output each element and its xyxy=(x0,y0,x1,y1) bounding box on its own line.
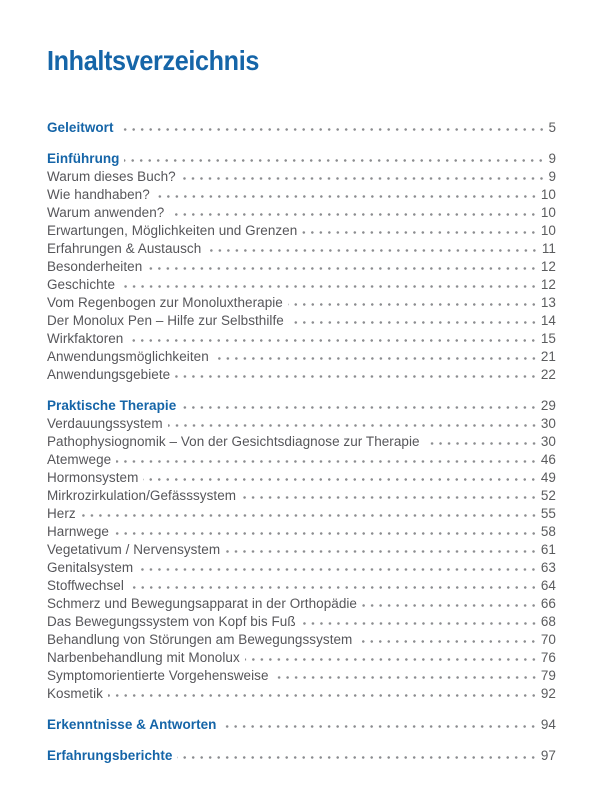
toc-entry-page-number: 63 xyxy=(540,560,556,575)
toc-entry-page-number: 49 xyxy=(540,470,556,485)
toc-entry-page-number: 13 xyxy=(540,295,556,310)
dot-leader xyxy=(175,366,538,384)
page-title: Inhaltsverzeichnis xyxy=(47,45,260,76)
table-of-contents xyxy=(47,119,556,765)
toc-entry xyxy=(47,451,556,469)
toc-entry-page-number: 15 xyxy=(540,331,556,346)
dot-leader xyxy=(288,294,538,312)
dot-leader xyxy=(221,716,537,734)
toc-entry xyxy=(47,559,556,577)
dot-leader xyxy=(147,258,538,276)
toc-entry-label: Erfahrungen & Austausch xyxy=(47,241,202,256)
toc-entry xyxy=(47,168,556,186)
toc-entry xyxy=(47,541,556,559)
toc-entry-page-number: 11 xyxy=(541,241,556,256)
toc-entry-page-number: 29 xyxy=(540,398,556,413)
dot-leader xyxy=(120,276,538,294)
toc-entry-page-number: 68 xyxy=(540,614,556,629)
toc-entry-label: Einführung xyxy=(47,151,120,166)
toc-entry-label: Erwartungen, Möglichkeiten und Grenzen xyxy=(47,223,298,238)
toc-entry xyxy=(47,204,556,222)
toc-entry xyxy=(47,186,556,204)
toc-entry-label: Verdauungssystem xyxy=(47,416,163,431)
dot-leader xyxy=(129,577,538,595)
toc-entry-label: Vegetativum / Nervensystem xyxy=(47,542,221,557)
toc-entry xyxy=(47,649,556,667)
toc-entry-page-number: 97 xyxy=(540,748,556,763)
toc-entry-page-number: 22 xyxy=(540,367,556,382)
toc-entry xyxy=(47,595,556,613)
dot-leader xyxy=(116,451,538,469)
toc-entry-label: Herz xyxy=(47,506,76,521)
dot-leader xyxy=(302,222,538,240)
toc-entry-label: Wirkfaktoren xyxy=(47,331,124,346)
toc-group xyxy=(47,716,556,734)
toc-entry-label: Das Bewegungssystem von Kopf bis Fuß xyxy=(47,614,296,629)
toc-entry-page-number: 21 xyxy=(540,349,556,364)
toc-entry xyxy=(47,505,556,523)
dot-leader xyxy=(168,415,538,433)
dot-leader xyxy=(143,469,538,487)
toc-entry-label: Praktische Therapie xyxy=(47,398,177,413)
toc-entry-label: Geleitwort xyxy=(47,120,114,135)
toc-entry-label: Vom Regenbogen zur Monoluxtherapie xyxy=(47,295,283,310)
toc-entry-page-number: 61 xyxy=(540,542,556,557)
dot-leader xyxy=(301,613,538,631)
dot-leader xyxy=(425,433,538,451)
dot-leader xyxy=(114,523,538,541)
toc-entry-page-number: 9 xyxy=(548,169,556,184)
toc-entry-label: Hormonsystem xyxy=(47,470,139,485)
toc-group xyxy=(47,119,556,137)
dot-leader xyxy=(138,559,538,577)
toc-entry-label: Behandlung von Störungen am Bewegungssystem xyxy=(47,632,353,647)
toc-entry-label: Erkenntnisse & Antworten xyxy=(47,717,217,732)
dot-leader xyxy=(357,631,538,649)
toc-entry xyxy=(47,222,556,240)
toc-entry-page-number: 66 xyxy=(540,596,556,611)
toc-entry-label: Genitalsystem xyxy=(47,560,134,575)
dot-leader xyxy=(274,667,538,685)
dot-leader xyxy=(214,348,538,366)
dot-leader xyxy=(245,649,538,667)
toc-entry-page-number: 92 xyxy=(540,686,556,701)
dot-leader xyxy=(181,168,546,186)
toc-entry-page-number: 5 xyxy=(548,120,556,135)
toc-entry xyxy=(47,258,556,276)
toc-entry-page-number: 79 xyxy=(540,668,556,683)
dot-leader xyxy=(206,240,539,258)
toc-entry-label: Stoffwechsel xyxy=(47,578,124,593)
toc-entry-page-number: 9 xyxy=(548,151,556,166)
toc-entry xyxy=(47,631,556,649)
toc-entry-label: Pathophysiognomik – Von der Gesichtsdiagnose zur Therapie xyxy=(47,434,420,449)
dot-leader xyxy=(81,505,538,523)
toc-entry-page-number: 76 xyxy=(540,650,556,665)
toc-entry xyxy=(47,330,556,348)
dot-leader xyxy=(108,685,538,703)
toc-entry-label: Geschichte xyxy=(47,277,116,292)
toc-entry xyxy=(47,433,556,451)
toc-entry-page-number: 30 xyxy=(540,416,556,431)
toc-entry-page-number: 14 xyxy=(540,313,556,328)
dot-leader xyxy=(124,150,545,168)
toc-entry xyxy=(47,312,556,330)
toc-entry-page-number: 58 xyxy=(540,524,556,539)
toc-entry xyxy=(47,613,556,631)
dot-leader xyxy=(177,747,537,765)
toc-entry-label: Anwendungsmöglichkeiten xyxy=(47,349,209,364)
toc-entry-page-number: 10 xyxy=(540,187,556,202)
toc-entry xyxy=(47,487,556,505)
toc-entry-label: Wie handhaben? xyxy=(47,187,150,202)
toc-entry-page-number: 10 xyxy=(540,223,556,238)
dot-leader xyxy=(169,204,538,222)
toc-entry-page-number: 12 xyxy=(540,259,556,274)
toc-entry-label: Narbenbehandlung mit Monolux xyxy=(47,650,240,665)
toc-entry xyxy=(47,294,556,312)
toc-entry-label: Warum anwenden? xyxy=(47,205,165,220)
dot-leader xyxy=(155,186,538,204)
toc-entry xyxy=(47,523,556,541)
toc-entry xyxy=(47,240,556,258)
toc-group xyxy=(47,397,556,703)
dot-leader xyxy=(225,541,538,559)
toc-entry-label: Besonderheiten xyxy=(47,259,143,274)
toc-entry-label: Anwendungsgebiete xyxy=(47,367,171,382)
dot-leader xyxy=(119,119,546,137)
toc-section-entry xyxy=(47,716,556,734)
toc-entry-label: Mirkrozirkulation/Gefässsystem xyxy=(47,488,237,503)
toc-entry xyxy=(47,348,556,366)
toc-entry-page-number: 70 xyxy=(540,632,556,647)
toc-section-entry xyxy=(47,150,556,168)
toc-entry-label: Warum dieses Buch? xyxy=(47,169,176,184)
dot-leader xyxy=(241,487,538,505)
toc-entry-label: Erfahrungsberichte xyxy=(47,748,173,763)
dot-leader xyxy=(362,595,538,613)
toc-entry-page-number: 94 xyxy=(540,717,556,732)
toc-entry-page-number: 52 xyxy=(540,488,556,503)
dot-leader xyxy=(289,312,538,330)
toc-entry-label: Kosmetik xyxy=(47,686,103,701)
toc-group xyxy=(47,150,556,384)
toc-entry xyxy=(47,366,556,384)
toc-entry-label: Atemwege xyxy=(47,452,112,467)
toc-entry-label: Der Monolux Pen – Hilfe zur Selbsthilfe xyxy=(47,313,284,328)
toc-section-entry xyxy=(47,397,556,415)
dot-leader xyxy=(128,330,538,348)
toc-entry-label: Harnwege xyxy=(47,524,109,539)
dot-leader xyxy=(181,397,538,415)
toc-section-entry xyxy=(47,747,556,765)
toc-entry xyxy=(47,667,556,685)
toc-entry-page-number: 12 xyxy=(540,277,556,292)
toc-group xyxy=(47,747,556,765)
toc-entry-page-number: 46 xyxy=(540,452,556,467)
toc-section-entry xyxy=(47,119,556,137)
toc-entry xyxy=(47,469,556,487)
toc-entry xyxy=(47,415,556,433)
toc-entry-page-number: 30 xyxy=(540,434,556,449)
toc-entry xyxy=(47,276,556,294)
toc-entry-page-number: 10 xyxy=(540,205,556,220)
toc-entry xyxy=(47,685,556,703)
toc-entry-label: Symptomorientierte Vorgehensweise xyxy=(47,668,269,683)
toc-entry-page-number: 55 xyxy=(540,506,556,521)
toc-entry xyxy=(47,577,556,595)
toc-entry-page-number: 64 xyxy=(540,578,556,593)
toc-entry-label: Schmerz und Bewegungsapparat in der Orthopädie xyxy=(47,596,357,611)
